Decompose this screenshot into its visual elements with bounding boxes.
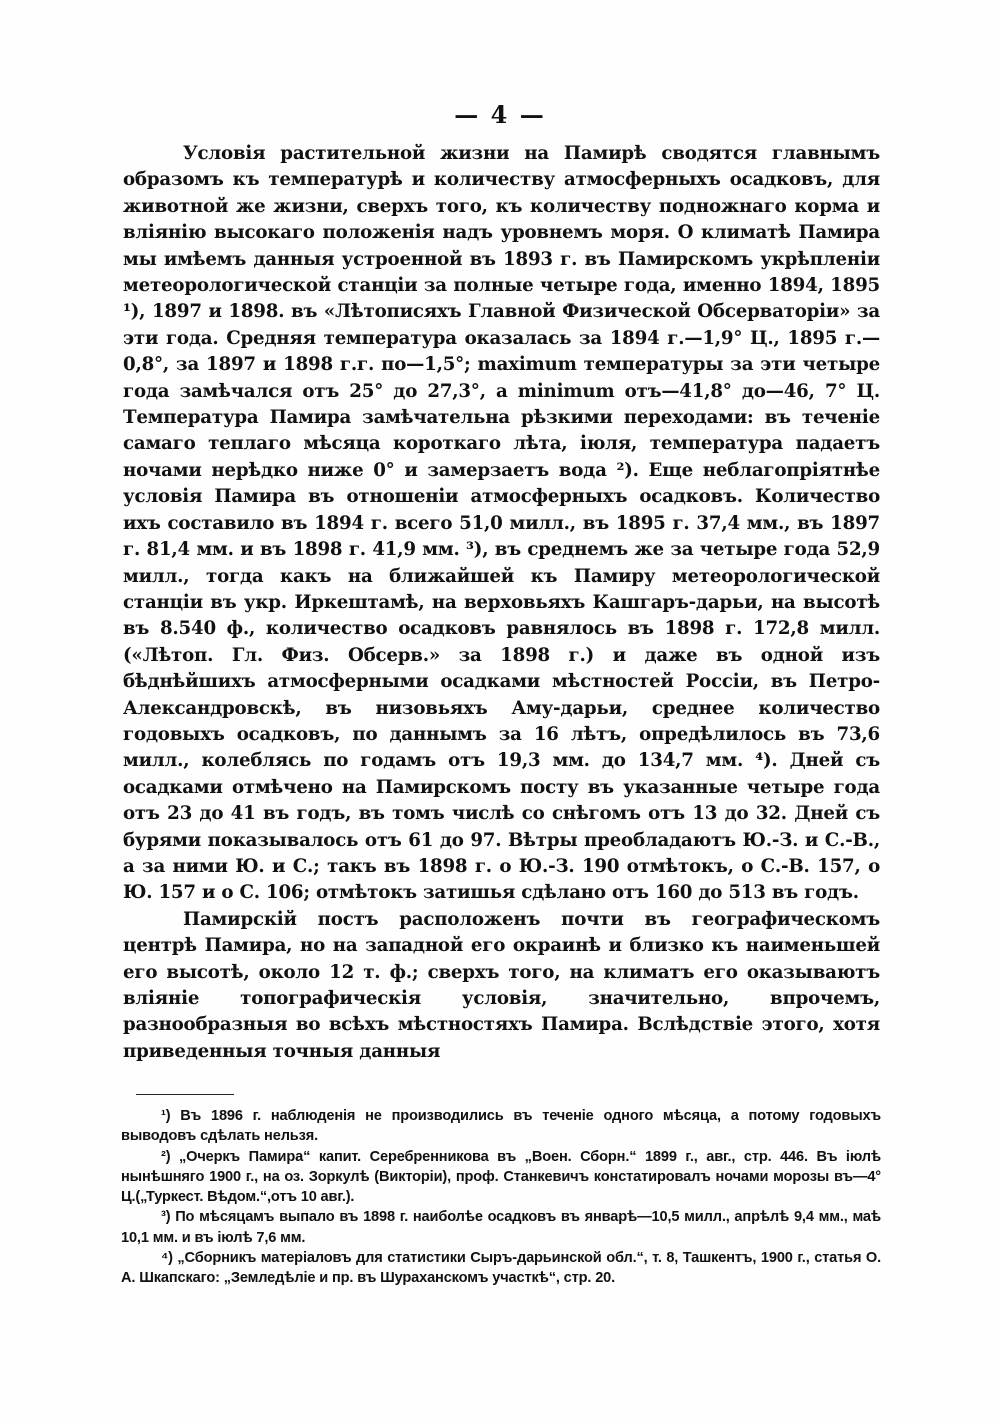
footnote-2: ²) „Очеркъ Памира“ капит. Серебренникова въ „Воен. Сборн.“ 1899 г., авг., стр. 446. Въ іюлѣ нынѣшняго 1900 г., на оз. Зоркулѣ (Викторіи), проф. Станкевичъ констатировалъ ночами морозы въ—4° Ц.(„Туркест. Вѣдом.“,отъ 10 авг.). — [121, 1148, 881, 1206]
footnote-3: ³) По мѣсяцамъ выпало въ 1898 г. наиболѣе осадковъ въ январѣ—10,5 милл., апрѣлѣ 9,4 мм., маѣ 10,1 мм. и въ іюлѣ 7,6 мм. — [121, 1209, 881, 1246]
paragraph-climate: Условія растительной жизни на Памирѣ сводятся главнымъ образомъ къ температурѣ и количеству атмосферныхъ осадковъ, для животной же жизни, сверхъ того, къ количеству подножнаго корма и вліянію высокаго положенія надъ уровнемъ моря. О климатѣ Памира мы имѣемъ данныя устроенной въ 1893 г. въ Памирскомъ укрѣпленіи метеорологической станціи за полные четыре года, именно 1894, 1895 ¹), 1897 и 1898. въ «Лѣтописяхъ Главной Физической Обсерваторіи» за эти года. Средняя температура оказалась за 1894 г.—1,9° Ц., 1895 г.—0,8°, за 1897 и 1898 г.г. по—1,5°; maximum температуры за эти четыре года замѣчался отъ 25° до 27,3°, а minimum отъ—41,8° до—46, 7° Ц. Температура Памира замѣчательна рѣзкими переходами: въ теченіе самаго теплаго мѣсяца короткаго лѣта, іюля, температура падаетъ ночами нерѣдко ниже 0° и замерзаетъ вода ²). Еще неблагопріятнѣе условія Памира въ отношеніи атмосферныхъ осадковъ. Количество ихъ составило въ 1894 г. всего 51,0 милл., въ 1895 г. 37,4 мм., въ 1897 г. 81,4 мм. и въ 1898 г. 41,9 мм. ³), въ среднемъ же за четыре года 52,9 милл., тогда какъ на ближайшей къ Памиру метеорологической станціи въ укр. Иркештамѣ, на верховьяхъ Кашгаръ-дарьи, на высотѣ въ 8.540 ф., количество осадковъ равнялось въ 1898 г. 172,8 милл. («Лѣтоп. Гл. Физ. Обсерв.» за 1898 г.) и даже въ одной изъ бѣднѣйшихъ атмосферными осадками мѣстностей Россіи, въ Петро-Александровскѣ, въ низовьяхъ Аму-дарьи, среднее количество годовыхъ осадковъ, по даннымъ за 16 лѣтъ, опредѣлилось въ 73,6 милл., колеблясь по годамъ отъ 19,3 мм. до 134,7 мм. ⁴). Дней съ осадками отмѣчено на Памирскомъ посту въ указанные четыре года отъ 23 до 41 въ годъ, въ томъ числѣ со снѣгомъ отъ 13 до 32. Дней съ бурями показывалось отъ 61 до 97. Вѣтры преобладаютъ Ю.-З. и С.-В., а за ними Ю. и С.; такъ въ 1898 г. о Ю.-З. 190 отмѣтокъ, о С.-В. 157, о Ю. 157 и о С. 106; отмѣтокъ затишья сдѣлано отъ 160 до 513 въ годъ. — [123, 143, 880, 904]
page-number: — 4 — — [454, 100, 546, 129]
footnote-1: ¹) Въ 1896 г. наблюденія не производились въ теченіе одного мѣсяца, а потому годовыхъ выводовъ сдѣлать нельзя. — [121, 1108, 881, 1145]
footnote-separator — [136, 1094, 234, 1095]
footnote-4: ⁴) „Сборникъ матеріаловъ для статистики Сыръ-дарьинской обл.“, т. 8, Ташкентъ, 1900 г., статья О. А. Шкапскаго: „Земледѣліе и пр. въ Шураханскомъ участкѣ“, стр. 20. — [121, 1250, 881, 1287]
footnotes — [121, 1106, 881, 1289]
main-text — [123, 141, 880, 1065]
paragraph-pamir-post: Памирскій постъ расположенъ почти въ географическомъ центрѣ Памира, но на западной его окраинѣ и близко къ наименьшей его высотѣ, около 12 т. ф.; сверхъ того, на климатъ его оказываютъ вліяніе топографическія условія, значительно, впрочемъ, разнообразныя во всѣхъ мѣстностяхъ Памира. Вслѣдствіе этого, хотя приведенныя точныя данныя — [123, 908, 880, 1062]
